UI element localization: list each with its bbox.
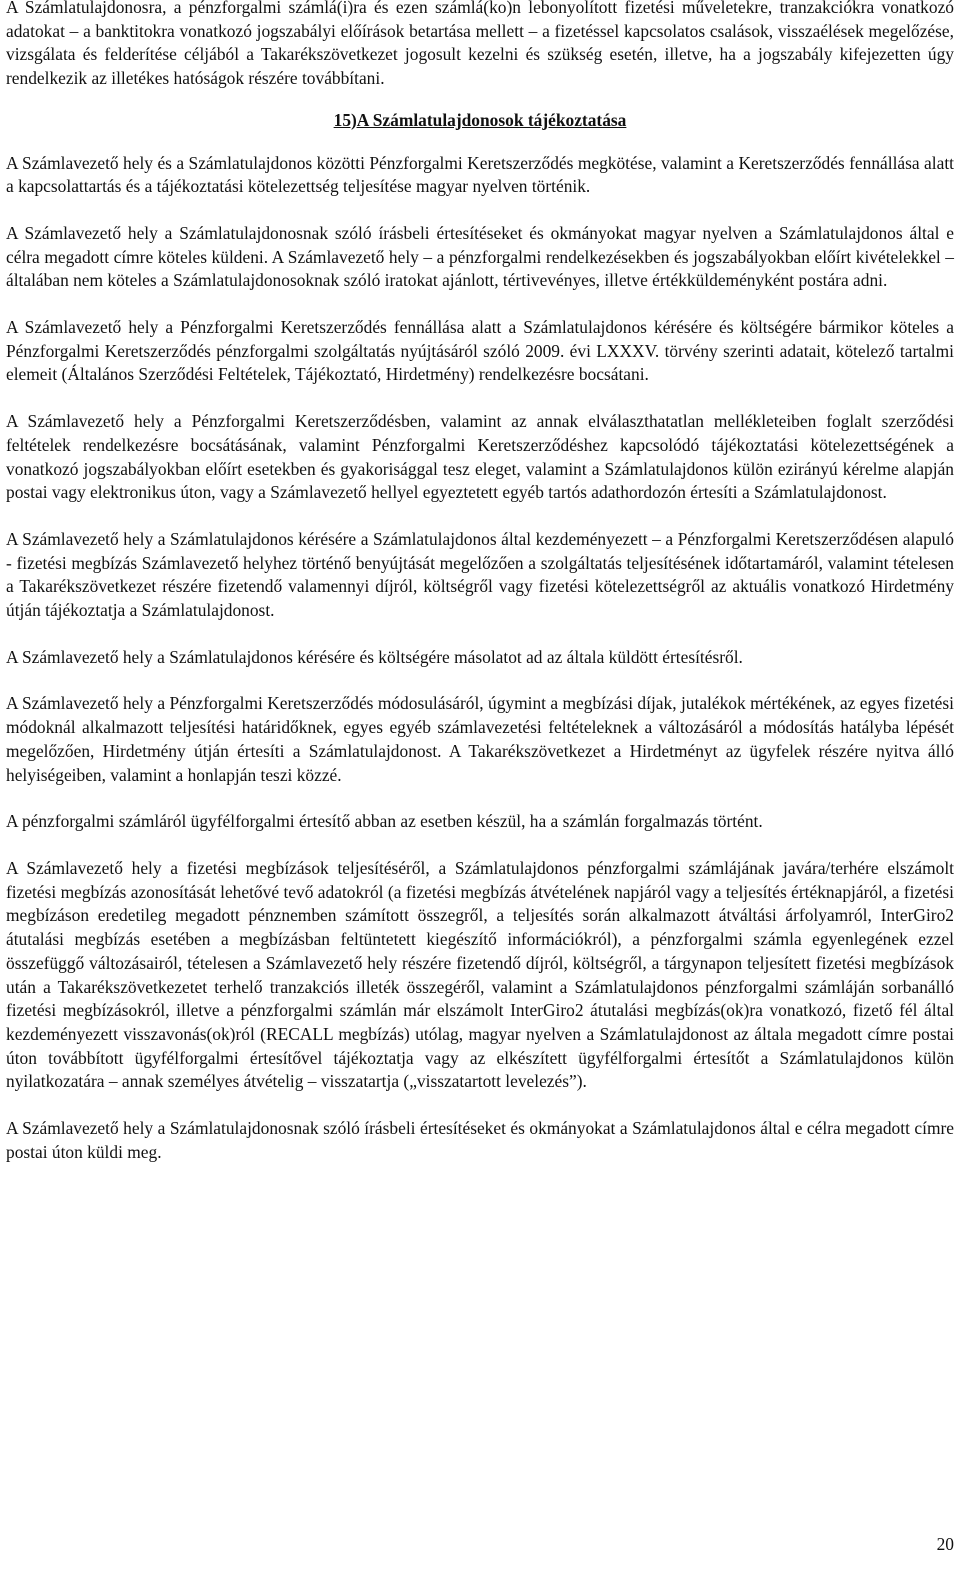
- section-heading: 15)A Számlatulajdonosok tájékoztatása: [333, 109, 627, 130]
- paragraph-statement-condition: A pénzforgalmi számláról ügyfélforgalmi értesítő abban az esetben készül, ha a számlán forgalmazás történt.: [6, 811, 763, 832]
- paragraph-contract-data: A Számlavezető hely a Pénzforgalmi Keretszerződés fennállása alatt a Számlatulajdonos kérésére és költségére bármikor köteles a Pénzforgalmi Keretszerződés pénzforgalmi szolgáltatás nyújtásáról szóló 2009. évi LXXXV. törvény szerinti adatait, kötelező tartalmi elemeit (Általános Szerződési Feltételek, Tájékoztató, Hirdetmény) rendelkezésre bocsátani.: [6, 317, 954, 385]
- paragraph-language: A Számlavezető hely és a Számlatulajdonos közötti Pénzforgalmi Keretszerződés megkötése, valamint a Keretszerződés fennállása alatt a kapcsolattartás és a tájékoztatási kötelezettség teljesítése magyar nyelven történik.: [6, 152, 954, 197]
- page-number: 20: [936, 1534, 954, 1554]
- paragraph-contract-terms: A Számlavezető hely a Pénzforgalmi Keretszerződésben, valamint az annak elválaszthatatlan mellékleteiben foglalt szerződési feltételek rendelkezésre bocsátásának, valamint Pénzforgalmi Keretszerződéshez kapcsolódó tájékoztatási kötelezettségének a vonatkozó jogszabályokban előírt esetekben és gyakorisággal tesz eleget, valamint a Számlatulajdonos külön ezirányú kérelme alapján postai vagy elektronikus úton, vagy a Számlavezető hellyel egyeztetett egyéb tartós adathordozón értesíti a Számlatulajdonost.: [6, 411, 954, 503]
- paragraph-transaction-statement: A Számlavezető hely a fizetési megbízások teljesítéséről, a Számlatulajdonos pénzforgalmi számlájának javára/terhére elszámolt fizetési megbízás azonosítását lehetővé tevő adatokról (a fizetési megbízás átvételének napjáról vagy a teljesítés értéknapjáról, a fizetési megbízáson eredetileg megadott pénznemben számított összegről, a teljesítés során alkalmazott átváltási árfolyamról, InterGiro2 átutalási megbízás esetében a megbízásban feltüntetett kiegészítő információkról), a pénzforgalmi számla egyenlegének ezzel összefüggő változásairól, tételesen a Számlavezető hely részére fizetendő díjról, költségről, a tárgynapon teljesített fizetési megbízások után a Takarékszövetkezetet terhelő tranzakciós illeték összegéről, valamint a Számlatulajdonos pénzforgalmi számláján sorbanálló fizetési megbízásokról, illetve a pénzforgalmi számlán már elszámolt InterGiro2 átutalási megbízás(ok)ra vonatkozó, fizető fél által kezdeményezett visszavonás(ok)ról (RECALL megbízás) utólag, magyar nyelven a Számlatulajdonost az általa megadott címre postai úton továbbított ügyfélforgalmi értesítővel tájékoztatja vagy az elkészített ügyfélforgalmi értesítőt a Számlatulajdonos külön nyilatkozatára – annak személyes átvételig – visszatartja („visszatartott levelezés”).: [6, 857, 954, 1092]
- intro-paragraph: A Számlatulajdonosra, a pénzforgalmi számlá(i)ra és ezen számlá(ko)n lebonyolított fizetési műveletekre, tranzakciókra vonatkozó adatokat – a banktitokra vonatkozó jogszabályi előírások betartása mellett – a fizetéssel kapcsolatos csalások, visszaélések megelőzése, vizsgálata és felderítése céljából a Takarékszövetkezet jogosult kezelni és szükség esetén, illetve, ha a jogszabály kifejezetten úgy rendelkezik az illetékes hatóságok részére továbbítani.: [6, 0, 954, 89]
- paragraph-postal-delivery: A Számlavezető hely a Számlatulajdonosnak szóló írásbeli értesítéseket és okmányokat a Számlatulajdonos által e célra megadott címre postai úton küldi meg.: [6, 1118, 954, 1162]
- paragraph-contract-modification: A Számlavezető hely a Pénzforgalmi Keretszerződés módosulásáról, úgymint a megbízási díjak, jutalékok mértékének, az egyes fizetési módoknál alkalmazott teljesítési határidőknek, egyes egyéb számlavezetési feltételeknek a változásáról a módosítás hatályba lépését megelőzően, Hirdetmény útján értesíti a Számlatulajdonost. A Takarékszövetkezet a Hirdetményt az ügyfelek részére nyitva álló helyiségeiben, valamint a honlapján teszi közzé.: [6, 693, 954, 785]
- paragraph-written-notices: A Számlavezető hely a Számlatulajdonosnak szóló írásbeli értesítéseket és okmányokat magyar nyelven a Számlatulajdonos által e célra megadott címre köteles küldeni. A Számlavezető hely – a pénzforgalmi rendelkezésekben és jogszabályokban előírt kivételekkel – általában nem köteles a Számlatulajdonosoknak szóló iratokat ajánlott, tértivevényes, illetve értékküldeményként postára adni.: [6, 222, 954, 291]
- paragraph-fee-information: A Számlavezető hely a Számlatulajdonos kérésére a Számlatulajdonos által kezdeményezett – a Pénzforgalmi Keretszerződésen alapuló - fizetési megbízás Számlavezető helyhez történő benyújtását megelőzően a szolgáltatás teljesítésének időtartamáról, valamint tételesen a Takarékszövetkezet részére fizetendő valamennyi díjról, költségről vagy fizetési kötelezettségről az aktuális vonatkozó Hirdetmény útján tájékoztatja a Számlatulajdonost.: [6, 528, 954, 621]
- paragraph-copy-request: A Számlavezető hely a Számlatulajdonos kérésére és költségére másolatot ad az általa küldött értesítésről.: [6, 646, 743, 667]
